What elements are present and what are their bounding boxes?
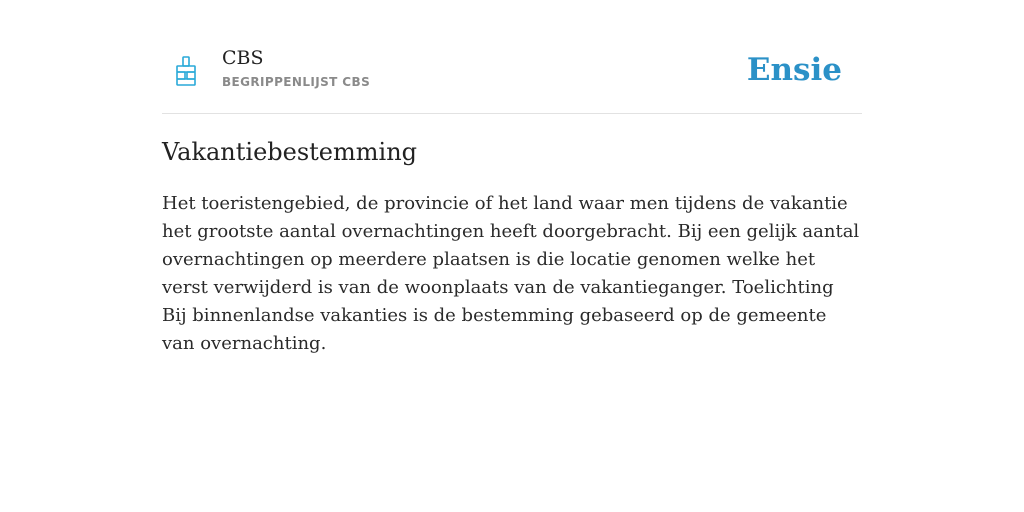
brand-logo[interactable]: Ensie: [746, 52, 842, 88]
source-name: CBS: [222, 47, 264, 69]
source-subtitle: BEGRIPPENLIJST CBS: [222, 75, 371, 89]
header: [162, 36, 862, 114]
term-title: Vakantiebestemming: [162, 138, 418, 166]
cbs-logo-icon: [176, 56, 196, 86]
term-definition: Het toeristengebied, de provincie of het land waar men tijdens de vakantie het grootste aantal overnachtingen heeft doorgebracht. Bij een gelijk aantal overnachtingen op meerdere plaatsen is die locatie genomen welke het verst verwijderd is van de woonplaats van de vakantieganger. Toelichting Bij binnenlandse vakanties is de bestemming gebaseerd op de gemeente van overnachting.: [162, 193, 860, 354]
